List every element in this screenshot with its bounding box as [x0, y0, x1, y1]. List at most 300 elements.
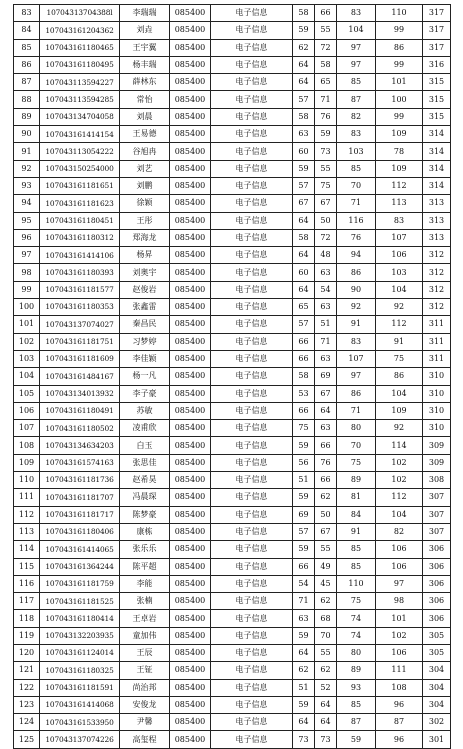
name-cell: 王彤 [120, 212, 170, 229]
math-score-cell: 70 [337, 177, 376, 194]
math-score-cell: 84 [337, 506, 376, 523]
exam-id-cell: 107043161181623 [40, 195, 120, 212]
exam-id-cell: 107043161414068 [40, 696, 120, 713]
name-cell: 徐颖 [120, 195, 170, 212]
english-score-cell: 72 [315, 229, 337, 246]
table-row [14, 385, 451, 402]
name-cell: 刘鹏 [120, 177, 170, 194]
major-code-cell: 085400 [170, 575, 211, 592]
english-score-cell: 50 [315, 506, 337, 523]
professional-score-cell: 97 [376, 575, 423, 592]
math-score-cell: 104 [337, 22, 376, 39]
total-score-cell: 311 [423, 333, 451, 350]
exam-id-cell: 107043132203935 [40, 627, 120, 644]
major-code-cell: 085400 [170, 558, 211, 575]
major-name-cell: 电子信息 [211, 126, 293, 143]
table-row [14, 402, 451, 419]
major-name-cell: 电子信息 [211, 696, 293, 713]
professional-score-cell: 96 [376, 731, 423, 748]
major-name-cell: 电子信息 [211, 195, 293, 212]
major-name-cell: 电子信息 [211, 247, 293, 264]
seq-cell: 120 [14, 644, 40, 661]
major-name-cell: 电子信息 [211, 91, 293, 108]
name-cell: 童加伟 [120, 627, 170, 644]
politics-score-cell: 59 [293, 627, 315, 644]
major-name-cell: 电子信息 [211, 627, 293, 644]
politics-score-cell: 64 [293, 644, 315, 661]
exam-id-cell: 107043161414154 [40, 126, 120, 143]
professional-score-cell: 109 [376, 160, 423, 177]
seq-cell: 107 [14, 420, 40, 437]
politics-score-cell: 64 [293, 212, 315, 229]
table-row [14, 437, 451, 454]
professional-score-cell: 106 [376, 247, 423, 264]
exam-id-cell: 107043161574163 [40, 454, 120, 471]
math-score-cell: 85 [337, 558, 376, 575]
major-code-cell: 085400 [170, 39, 211, 56]
professional-score-cell: 92 [376, 299, 423, 316]
major-name-cell: 电子信息 [211, 575, 293, 592]
english-score-cell: 64 [315, 402, 337, 419]
politics-score-cell: 60 [293, 264, 315, 281]
major-code-cell: 085400 [170, 679, 211, 696]
math-score-cell: 70 [337, 437, 376, 454]
english-score-cell: 69 [315, 368, 337, 385]
professional-score-cell: 99 [376, 108, 423, 125]
name-cell: 李佳颖 [120, 350, 170, 367]
exam-id-cell: 107043161181609 [40, 350, 120, 367]
english-score-cell: 55 [315, 160, 337, 177]
major-code-cell: 085400 [170, 74, 211, 91]
major-code-cell: 085400 [170, 212, 211, 229]
total-score-cell: 311 [423, 316, 451, 333]
total-score-cell: 305 [423, 644, 451, 661]
politics-score-cell: 75 [293, 420, 315, 437]
table-row [14, 627, 451, 644]
total-score-cell: 304 [423, 696, 451, 713]
seq-cell: 91 [14, 143, 40, 160]
name-cell: 张乐乐 [120, 541, 170, 558]
politics-score-cell: 58 [293, 368, 315, 385]
major-name-cell: 电子信息 [211, 541, 293, 558]
math-score-cell: 75 [337, 454, 376, 471]
major-name-cell: 电子信息 [211, 593, 293, 610]
math-score-cell: 80 [337, 420, 376, 437]
exam-id-cell: 107043161180502 [40, 420, 120, 437]
professional-score-cell: 101 [376, 610, 423, 627]
table-row [14, 472, 451, 489]
table-row [14, 143, 451, 160]
name-cell: 尹馨 [120, 714, 170, 731]
name-cell: 王卓岩 [120, 610, 170, 627]
table-row [14, 575, 451, 592]
english-score-cell: 71 [315, 91, 337, 108]
name-cell: 张思佳 [120, 454, 170, 471]
seq-cell: 114 [14, 541, 40, 558]
english-score-cell: 63 [315, 299, 337, 316]
professional-score-cell: 99 [376, 56, 423, 73]
major-code-cell: 085400 [170, 143, 211, 160]
table-row [14, 662, 451, 679]
english-score-cell: 66 [315, 437, 337, 454]
math-score-cell: 97 [337, 56, 376, 73]
table-row [14, 126, 451, 143]
professional-score-cell: 114 [376, 437, 423, 454]
english-score-cell: 67 [315, 195, 337, 212]
major-code-cell: 085400 [170, 160, 211, 177]
table-row [14, 333, 451, 350]
name-cell: 郑海龙 [120, 229, 170, 246]
table-row [14, 316, 451, 333]
politics-score-cell: 63 [293, 126, 315, 143]
name-cell: 李子豪 [120, 385, 170, 402]
english-score-cell: 49 [315, 558, 337, 575]
exam-id-cell: 107043113594285 [40, 91, 120, 108]
name-cell: 刘艺 [120, 160, 170, 177]
exam-id-cell: 107043113594227 [40, 74, 120, 91]
politics-score-cell: 64 [293, 56, 315, 73]
exam-id-cell: 107043161181736 [40, 472, 120, 489]
major-name-cell: 电子信息 [211, 22, 293, 39]
english-score-cell: 63 [315, 264, 337, 281]
total-score-cell: 306 [423, 541, 451, 558]
major-code-cell: 085400 [170, 420, 211, 437]
professional-score-cell: 112 [376, 489, 423, 506]
english-score-cell: 55 [315, 541, 337, 558]
politics-score-cell: 57 [293, 523, 315, 540]
table-row [14, 56, 451, 73]
politics-score-cell: 54 [293, 575, 315, 592]
seq-cell: 109 [14, 454, 40, 471]
major-name-cell: 电子信息 [211, 264, 293, 281]
table-row [14, 610, 451, 627]
math-score-cell: 87 [337, 714, 376, 731]
professional-score-cell: 86 [376, 368, 423, 385]
politics-score-cell: 59 [293, 489, 315, 506]
english-score-cell: 71 [315, 333, 337, 350]
politics-score-cell: 64 [293, 247, 315, 264]
professional-score-cell: 106 [376, 644, 423, 661]
professional-score-cell: 100 [376, 91, 423, 108]
total-score-cell: 304 [423, 662, 451, 679]
math-score-cell: 85 [337, 541, 376, 558]
major-name-cell: 电子信息 [211, 143, 293, 160]
major-name-cell: 电子信息 [211, 714, 293, 731]
total-score-cell: 301 [423, 731, 451, 748]
politics-score-cell: 57 [293, 316, 315, 333]
major-code-cell: 085400 [170, 541, 211, 558]
major-name-cell: 电子信息 [211, 662, 293, 679]
english-score-cell: 63 [315, 420, 337, 437]
major-code-cell: 085400 [170, 696, 211, 713]
name-cell: 李能 [120, 575, 170, 592]
name-cell: 王钲 [120, 662, 170, 679]
politics-score-cell: 66 [293, 333, 315, 350]
total-score-cell: 317 [423, 39, 451, 56]
english-score-cell: 45 [315, 575, 337, 592]
total-score-cell: 306 [423, 575, 451, 592]
table-row [14, 696, 451, 713]
exam-id-cell: 107043161180393 [40, 264, 120, 281]
english-score-cell: 75 [315, 177, 337, 194]
major-code-cell: 085400 [170, 472, 211, 489]
english-score-cell: 64 [315, 696, 337, 713]
total-score-cell: 315 [423, 108, 451, 125]
table-row [14, 247, 451, 264]
name-cell: 薛林东 [120, 74, 170, 91]
major-code-cell: 085400 [170, 489, 211, 506]
math-score-cell: 71 [337, 195, 376, 212]
professional-score-cell: 86 [376, 39, 423, 56]
name-cell: 张楠 [120, 593, 170, 610]
seq-cell: 99 [14, 281, 40, 298]
politics-score-cell: 57 [293, 177, 315, 194]
total-score-cell: 304 [423, 679, 451, 696]
math-score-cell: 91 [337, 316, 376, 333]
name-cell: 赵俊岩 [120, 281, 170, 298]
english-score-cell: 66 [315, 5, 337, 22]
politics-score-cell: 59 [293, 22, 315, 39]
seq-cell: 88 [14, 91, 40, 108]
total-score-cell: 313 [423, 229, 451, 246]
english-score-cell: 62 [315, 489, 337, 506]
major-name-cell: 电子信息 [211, 679, 293, 696]
professional-score-cell: 109 [376, 126, 423, 143]
politics-score-cell: 51 [293, 679, 315, 696]
document-page [13, 4, 450, 749]
english-score-cell: 48 [315, 247, 337, 264]
major-code-cell: 085400 [170, 731, 211, 748]
table-row [14, 299, 451, 316]
major-name-cell: 电子信息 [211, 212, 293, 229]
major-code-cell: 085400 [170, 126, 211, 143]
total-score-cell: 312 [423, 264, 451, 281]
math-score-cell: 75 [337, 593, 376, 610]
table-row [14, 454, 451, 471]
math-score-cell: 71 [337, 402, 376, 419]
total-score-cell: 316 [423, 56, 451, 73]
table-row [14, 195, 451, 212]
exam-id-cell: 107043134013932 [40, 385, 120, 402]
seq-cell: 115 [14, 558, 40, 575]
total-score-cell: 313 [423, 195, 451, 212]
professional-score-cell: 106 [376, 558, 423, 575]
math-score-cell: 85 [337, 74, 376, 91]
exam-id-cell: 107043161180414 [40, 610, 120, 627]
english-score-cell: 55 [315, 644, 337, 661]
politics-score-cell: 64 [293, 74, 315, 91]
major-name-cell: 电子信息 [211, 350, 293, 367]
major-code-cell: 085400 [170, 437, 211, 454]
politics-score-cell: 53 [293, 385, 315, 402]
professional-score-cell: 104 [376, 385, 423, 402]
english-score-cell: 72 [315, 39, 337, 56]
table-row [14, 558, 451, 575]
table-row [14, 74, 451, 91]
exam-id-cell: 107043137074027 [40, 316, 120, 333]
major-name-cell: 电子信息 [211, 610, 293, 627]
math-score-cell: 82 [337, 108, 376, 125]
major-code-cell: 085400 [170, 229, 211, 246]
exam-id-cell: 107043113054222 [40, 143, 120, 160]
seq-cell: 95 [14, 212, 40, 229]
name-cell: 习梦婷 [120, 333, 170, 350]
seq-cell: 96 [14, 229, 40, 246]
math-score-cell: 80 [337, 644, 376, 661]
total-score-cell: 309 [423, 437, 451, 454]
total-score-cell: 317 [423, 5, 451, 22]
math-score-cell: 93 [337, 679, 376, 696]
exam-id-cell: 107043161414065 [40, 541, 120, 558]
total-score-cell: 312 [423, 281, 451, 298]
seq-cell: 101 [14, 316, 40, 333]
table-row [14, 22, 451, 39]
politics-score-cell: 56 [293, 454, 315, 471]
math-score-cell: 85 [337, 160, 376, 177]
total-score-cell: 309 [423, 454, 451, 471]
name-cell: 王易德 [120, 126, 170, 143]
professional-score-cell: 104 [376, 506, 423, 523]
total-score-cell: 312 [423, 299, 451, 316]
major-name-cell: 电子信息 [211, 333, 293, 350]
politics-score-cell: 59 [293, 696, 315, 713]
seq-cell: 122 [14, 679, 40, 696]
professional-score-cell: 102 [376, 627, 423, 644]
exam-id-cell: 107043161181759 [40, 575, 120, 592]
math-score-cell: 87 [337, 91, 376, 108]
exam-id-cell: 107043161180495 [40, 56, 120, 73]
math-score-cell: 97 [337, 368, 376, 385]
english-score-cell: 70 [315, 627, 337, 644]
name-cell: 常怡 [120, 91, 170, 108]
seq-cell: 87 [14, 74, 40, 91]
politics-score-cell: 69 [293, 506, 315, 523]
major-name-cell: 电子信息 [211, 5, 293, 22]
seq-cell: 102 [14, 333, 40, 350]
total-score-cell: 314 [423, 160, 451, 177]
english-score-cell: 66 [315, 472, 337, 489]
english-score-cell: 76 [315, 454, 337, 471]
exam-id-cell: 107043134634203 [40, 437, 120, 454]
major-name-cell: 电子信息 [211, 437, 293, 454]
major-code-cell: 085400 [170, 299, 211, 316]
total-score-cell: 314 [423, 177, 451, 194]
name-cell: 苏敏 [120, 402, 170, 419]
name-cell: 尚治邦 [120, 679, 170, 696]
major-name-cell: 电子信息 [211, 644, 293, 661]
politics-score-cell: 51 [293, 472, 315, 489]
politics-score-cell: 57 [293, 91, 315, 108]
math-score-cell: 110 [337, 575, 376, 592]
total-score-cell: 314 [423, 126, 451, 143]
english-score-cell: 59 [315, 126, 337, 143]
math-score-cell: 81 [337, 489, 376, 506]
politics-score-cell: 59 [293, 160, 315, 177]
name-cell: 杨丰瑞 [120, 56, 170, 73]
table-row [14, 644, 451, 661]
major-name-cell: 电子信息 [211, 402, 293, 419]
seq-cell: 111 [14, 489, 40, 506]
seq-cell: 103 [14, 350, 40, 367]
major-code-cell: 085400 [170, 22, 211, 39]
name-cell: 陈平超 [120, 558, 170, 575]
professional-score-cell: 82 [376, 523, 423, 540]
table-row [14, 264, 451, 281]
major-code-cell: 085400 [170, 454, 211, 471]
total-score-cell: 313 [423, 212, 451, 229]
major-name-cell: 电子信息 [211, 160, 293, 177]
professional-score-cell: 102 [376, 454, 423, 471]
table-row [14, 420, 451, 437]
major-code-cell: 085400 [170, 368, 211, 385]
major-code-cell: 085400 [170, 714, 211, 731]
table-row [14, 368, 451, 385]
english-score-cell: 64 [315, 714, 337, 731]
table-row [14, 5, 451, 22]
major-name-cell: 电子信息 [211, 385, 293, 402]
name-cell: 王辰 [120, 644, 170, 661]
total-score-cell: 306 [423, 593, 451, 610]
english-score-cell: 55 [315, 22, 337, 39]
name-cell: 陈梦豪 [120, 506, 170, 523]
major-code-cell: 085400 [170, 5, 211, 22]
table-body [14, 5, 451, 749]
total-score-cell: 315 [423, 91, 451, 108]
name-cell: 安俊龙 [120, 696, 170, 713]
total-score-cell: 310 [423, 368, 451, 385]
politics-score-cell: 60 [293, 143, 315, 160]
score-table [13, 4, 451, 749]
professional-score-cell: 104 [376, 281, 423, 298]
name-cell: 冯晨琛 [120, 489, 170, 506]
seq-cell: 124 [14, 714, 40, 731]
math-score-cell: 83 [337, 126, 376, 143]
math-score-cell: 85 [337, 696, 376, 713]
seq-cell: 86 [14, 56, 40, 73]
math-score-cell: 86 [337, 264, 376, 281]
seq-cell: 97 [14, 247, 40, 264]
table-row [14, 229, 451, 246]
seq-cell: 92 [14, 160, 40, 177]
professional-score-cell: 92 [376, 420, 423, 437]
total-score-cell: 306 [423, 558, 451, 575]
seq-cell: 118 [14, 610, 40, 627]
english-score-cell: 68 [315, 610, 337, 627]
seq-cell: 123 [14, 696, 40, 713]
seq-cell: 112 [14, 506, 40, 523]
major-name-cell: 电子信息 [211, 56, 293, 73]
politics-score-cell: 66 [293, 402, 315, 419]
exam-id-cell: 107043161180465 [40, 39, 120, 56]
english-score-cell: 52 [315, 679, 337, 696]
total-score-cell: 310 [423, 385, 451, 402]
english-score-cell: 50 [315, 212, 337, 229]
table-row [14, 731, 451, 748]
math-score-cell: 74 [337, 610, 376, 627]
english-score-cell: 63 [315, 350, 337, 367]
total-score-cell: 302 [423, 714, 451, 731]
name-cell: 秦昌民 [120, 316, 170, 333]
total-score-cell: 306 [423, 610, 451, 627]
major-code-cell: 085400 [170, 506, 211, 523]
math-score-cell: 103 [337, 143, 376, 160]
seq-cell: 85 [14, 39, 40, 56]
exam-id-cell: 107043161124014 [40, 644, 120, 661]
seq-cell: 106 [14, 402, 40, 419]
major-code-cell: 085400 [170, 177, 211, 194]
professional-score-cell: 101 [376, 74, 423, 91]
table-row [14, 714, 451, 731]
